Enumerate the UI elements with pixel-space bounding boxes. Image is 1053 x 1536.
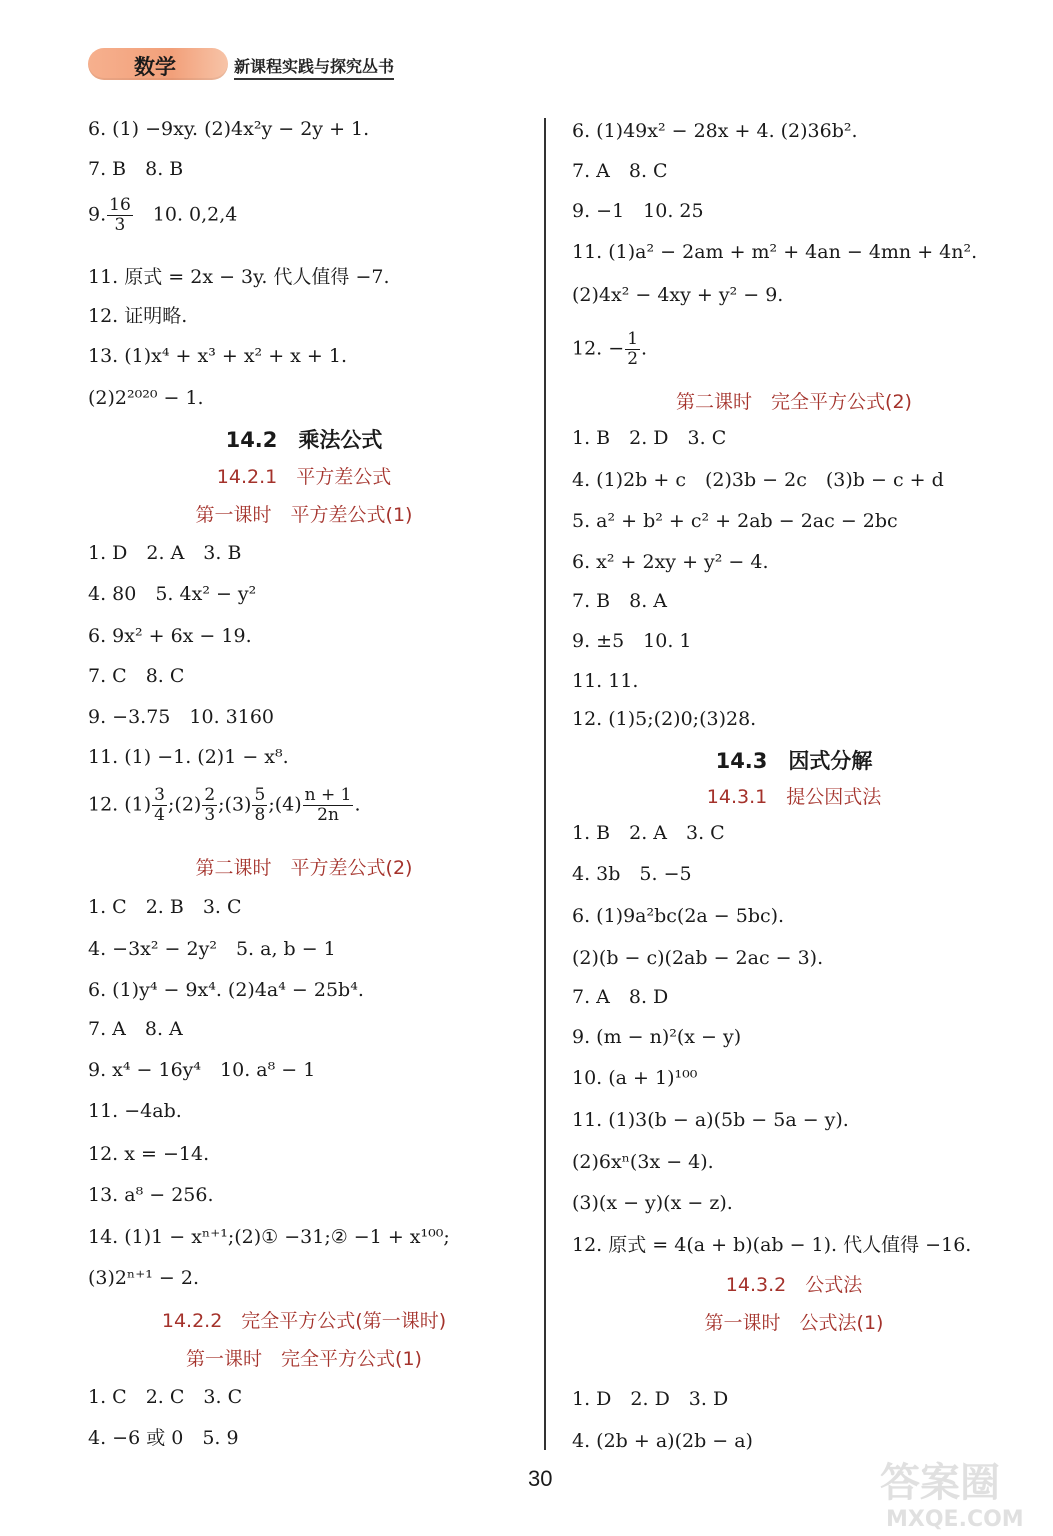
fraction bbox=[202, 786, 217, 825]
answer-line: 12. 原式 = 4(a + b)(ab − 1). 代人值得 −16. bbox=[572, 1234, 972, 1256]
answer-line: 10. (a + 1)¹⁰⁰ bbox=[572, 1067, 698, 1089]
answer-line: 1. D 2. D 3. D bbox=[572, 1388, 729, 1410]
answer-line: (3)2ⁿ⁺¹ − 2. bbox=[88, 1267, 199, 1289]
subsection-heading: 第一课时 公式法(1) bbox=[704, 1312, 884, 1334]
answer-line: 14. (1)1 − xⁿ⁺¹;(2)① −31;② −1 + x¹⁰⁰; bbox=[88, 1226, 450, 1248]
fraction-numerator: 3 bbox=[154, 785, 165, 805]
subject-label: 数学 bbox=[134, 55, 176, 79]
answer-line: 9. x⁴ − 16y⁴ 10. a⁸ − 1 bbox=[88, 1059, 316, 1081]
answer-line: 12. x = −14. bbox=[88, 1143, 210, 1165]
subsection-heading: 第二课时 完全平方公式(2) bbox=[676, 391, 912, 413]
section-heading: 14.2 乘法公式 bbox=[225, 428, 383, 452]
fraction-denominator: 3 bbox=[204, 805, 216, 825]
answer-line: 1. D 2. A 3. B bbox=[88, 542, 242, 564]
answer-line: 6. (1)49x² − 28x + 4. (2)36b². bbox=[572, 120, 858, 142]
answer-line: (2)4x² − 4xy + y² − 9. bbox=[572, 284, 784, 306]
answer-line: 7. A 8. A bbox=[88, 1018, 183, 1040]
answer-text: 9. bbox=[88, 203, 107, 226]
answer-line: 11. (1) −1. (2)1 − x⁸. bbox=[88, 746, 289, 768]
watermark-url: MXQE.COM bbox=[886, 1507, 1024, 1530]
answer-text: 12. (1) bbox=[88, 793, 152, 816]
answer-text: . bbox=[354, 793, 361, 816]
fraction-numerator: 16 bbox=[109, 195, 131, 215]
answer-line: 7. C 8. C bbox=[88, 665, 185, 687]
answer-line: 9. (m − n)²(x − y) bbox=[572, 1026, 742, 1048]
watermark-logo bbox=[872, 1452, 1048, 1530]
answer-line: 1. B 2. A 3. C bbox=[572, 822, 725, 844]
fraction-numerator: 1 bbox=[627, 329, 639, 349]
watermark-text: 答案圈 bbox=[880, 1460, 1000, 1506]
answer-line: (2)2²⁰²⁰ − 1. bbox=[88, 387, 204, 409]
answer-line: 7. B 8. A bbox=[572, 590, 668, 612]
fraction bbox=[625, 330, 640, 369]
answer-line: (2)(b − c)(2ab − 2ac − 3). bbox=[572, 947, 824, 969]
page-header bbox=[88, 44, 408, 84]
answer-line: 11. (1)a² − 2am + m² + 4an − 4mn + 4n². bbox=[572, 241, 978, 263]
answer-text: . bbox=[641, 337, 648, 360]
subsection-heading: 14.3.2 公式法 bbox=[725, 1274, 863, 1296]
answer-line: (2)6xⁿ(3x − 4). bbox=[572, 1151, 714, 1173]
answer-line: 7. A 8. C bbox=[572, 160, 668, 182]
column-divider bbox=[544, 118, 546, 1450]
fraction-denominator: 2n bbox=[317, 805, 339, 825]
subsection-heading: 第二课时 平方差公式(2) bbox=[195, 857, 413, 879]
answer-line: 12. 证明略. bbox=[88, 305, 188, 327]
fraction-numerator: 5 bbox=[254, 785, 266, 805]
series-title: 新课程实践与探究丛书 bbox=[234, 54, 394, 80]
answer-line: 11. 原式 = 2x − 3y. 代人值得 −7. bbox=[88, 266, 390, 288]
subject-tab bbox=[88, 48, 228, 80]
answer-line: 6. x² + 2xy + y² − 4. bbox=[572, 551, 769, 573]
subsection-heading: 14.3.1 提公因式法 bbox=[706, 786, 882, 808]
answer-text: ;(2) bbox=[168, 793, 202, 816]
answer-text: 10. 0,2,4 bbox=[133, 203, 238, 226]
subsection-heading: 第一课时 完全平方公式(1) bbox=[186, 1348, 422, 1370]
answer-text: 12. − bbox=[572, 337, 625, 360]
fraction-denominator: 3 bbox=[114, 215, 126, 235]
fraction bbox=[303, 786, 354, 825]
answer-text: ;(3) bbox=[218, 793, 252, 816]
answer-line: 9. −3.75 10. 3160 bbox=[88, 706, 275, 728]
subsection-heading: 14.2.2 完全平方公式(第一课时) bbox=[161, 1310, 447, 1332]
answer-line: 9. −1 10. 25 bbox=[572, 200, 704, 222]
answer-line: 4. (1)2b + c (2)3b − 2c (3)b − c + d bbox=[572, 469, 944, 491]
answer-line: 11. −4ab. bbox=[88, 1100, 182, 1122]
fraction-denominator: 2 bbox=[627, 349, 639, 369]
subsection-heading: 14.2.1 平方差公式 bbox=[216, 466, 392, 488]
section-heading: 14.3 因式分解 bbox=[715, 749, 873, 773]
answer-line: 7. B 8. B bbox=[88, 158, 184, 180]
answer-line: 11. 11. bbox=[572, 670, 639, 692]
fraction-denominator: 8 bbox=[254, 805, 266, 825]
answer-line: 7. A 8. D bbox=[572, 986, 669, 1008]
answer-line: 6. (1) −9xy. (2)4x²y − 2y + 1. bbox=[88, 118, 370, 140]
answer-line: 4. −6 或 0 5. 9 bbox=[88, 1427, 239, 1449]
answer-line bbox=[88, 786, 361, 825]
fraction bbox=[107, 196, 133, 235]
answer-line: 12. (1)5;(2)0;(3)28. bbox=[572, 708, 757, 730]
answer-text: ;(4) bbox=[268, 793, 302, 816]
answer-line: 5. a² + b² + c² + 2ab − 2ac − 2bc bbox=[572, 510, 898, 532]
fraction bbox=[152, 786, 167, 825]
answer-line: 11. (1)3(b − a)(5b − 5a − y). bbox=[572, 1109, 849, 1131]
answer-line: 4. (2b + a)(2b − a) bbox=[572, 1430, 753, 1452]
fraction-numerator: n + 1 bbox=[304, 785, 352, 805]
answer-line: 6. (1)y⁴ − 9x⁴. (2)4a⁴ − 25b⁴. bbox=[88, 979, 364, 1001]
answer-line: 9. ±5 10. 1 bbox=[572, 630, 692, 652]
answer-line: 4. 80 5. 4x² − y² bbox=[88, 583, 257, 605]
answer-line bbox=[572, 330, 647, 369]
answer-line: 1. C 2. C 3. C bbox=[88, 1386, 243, 1408]
answer-line: 4. 3b 5. −5 bbox=[572, 863, 692, 885]
answer-line: 1. C 2. B 3. C bbox=[88, 896, 242, 918]
answer-line bbox=[88, 196, 237, 235]
subsection-heading: 第一课时 平方差公式(1) bbox=[195, 504, 413, 526]
answer-line: 13. (1)x⁴ + x³ + x² + x + 1. bbox=[88, 345, 348, 367]
answer-line: 13. a⁸ − 256. bbox=[88, 1184, 214, 1206]
page-number: 30 bbox=[528, 1466, 553, 1491]
fraction-numerator: 2 bbox=[204, 785, 216, 805]
fraction-denominator: 4 bbox=[154, 805, 165, 825]
answer-line: 6. 9x² + 6x − 19. bbox=[88, 625, 252, 647]
answer-line: 6. (1)9a²bc(2a − 5bc). bbox=[572, 905, 785, 927]
answer-line: 4. −3x² − 2y² 5. a, b − 1 bbox=[88, 938, 336, 960]
fraction bbox=[252, 786, 267, 825]
answer-line: 1. B 2. D 3. C bbox=[572, 427, 727, 449]
answer-line: (3)(x − y)(x − z). bbox=[572, 1192, 733, 1214]
